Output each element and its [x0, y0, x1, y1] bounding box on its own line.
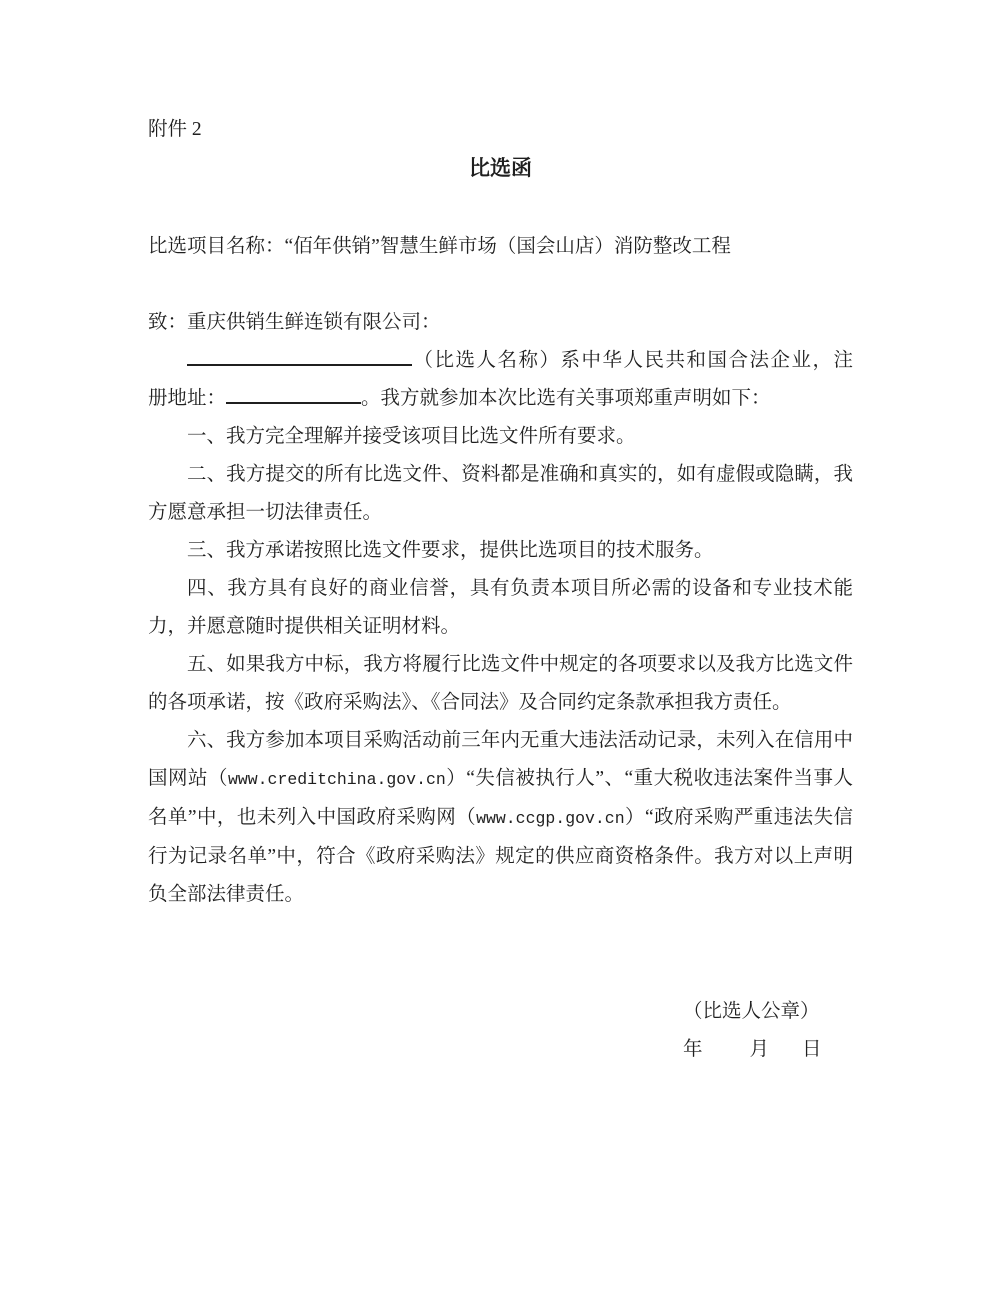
intro-text-after-name-blank: （比选人名称）系中华人民共和国合法企业，注: [412, 350, 853, 371]
registered-address-blank: [226, 383, 361, 405]
registered-address-label: 册地址：: [148, 388, 227, 409]
clause-6-text-1: 六、我方参加本项目采购活动前三年内无重大违法活动记录，未列入在信用中国网站（: [148, 730, 853, 789]
clause-3: 三、我方承诺按照比选文件要求，提供比选项目的技术服务。: [187, 540, 714, 561]
clause-6: [148, 722, 853, 914]
intro-text-after-address-blank: 。我方就参加本次比选有关事项郑重声明如下：: [361, 388, 771, 409]
bidder-seal-line: （比选人公章）: [683, 1001, 820, 1022]
creditchina-url: www.creditchina.gov.cn: [227, 770, 446, 789]
signature-block: [148, 993, 853, 1069]
bidder-name-blank: [187, 345, 412, 367]
intro-line-bidder-name: [148, 342, 853, 380]
project-name-value: “佰年供销”智慧生鲜市场（国会山店）消防整改工程: [284, 236, 731, 257]
date-year-label: 年: [683, 1039, 703, 1060]
document-title: 比选函: [469, 156, 532, 180]
date-month-label: 月: [749, 1039, 770, 1060]
addressee-line: 致：重庆供销生鲜连锁有限公司：: [148, 312, 441, 333]
project-name-line: [148, 228, 853, 266]
date-day-label: 日: [802, 1039, 822, 1060]
clause-2: 二、我方提交的所有比选文件、资料都是准确和真实的，如有虚假或隐瞒，我方愿意承担一切法律责任。: [148, 464, 853, 523]
ccgp-url: www.ccgp.gov.cn: [476, 809, 625, 828]
clause-5: 五、如果我方中标，我方将履行比选文件中规定的各项要求以及我方比选文件的各项承诺，按《政府采购法》、《合同法》及合同约定条款承担我方责任。: [148, 654, 853, 713]
intro-line-registered-address: [148, 380, 853, 418]
clause-4: 四、我方具有良好的商业信誉，具有负责本项目所必需的设备和专业技术能力，并愿意随时提供相关证明材料。: [148, 578, 853, 637]
signature-date-line: [683, 1031, 853, 1069]
clause-6-text-3: ）“政府采购严重违法失信行为记录名单”中，符合《政府采购法》规定的供应商资格条件。我方对以上声明负全部法律责任。: [148, 807, 854, 905]
clause-6-text-2: ）“失信被执行人”、“重大税收违法案件当事人名单”中，也未列入中国政府采购网（: [148, 768, 853, 828]
clause-1: 一、我方完全理解并接受该项目比选文件所有要求。: [187, 426, 636, 447]
project-name-label: 比选项目名称：: [148, 236, 285, 257]
attachment-label: 附件 2: [148, 119, 202, 140]
